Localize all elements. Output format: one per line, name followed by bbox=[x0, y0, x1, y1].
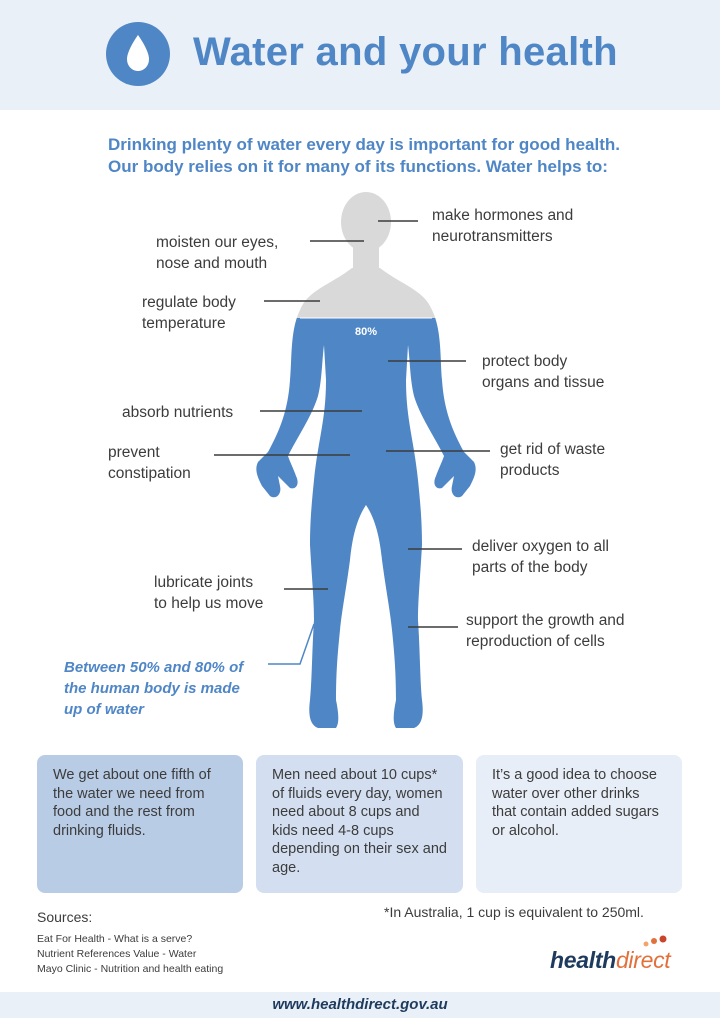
label-organs bbox=[482, 351, 604, 393]
intro-line-1: Drinking plenty of water every day is important for good health. bbox=[108, 135, 620, 154]
callout-line1: Between 50% and 80% of bbox=[64, 659, 244, 676]
healthdirect-logo[interactable] bbox=[550, 947, 670, 974]
label-joints-line2: to help us move bbox=[154, 595, 264, 612]
header-band bbox=[0, 0, 720, 110]
water-drop-badge bbox=[106, 22, 170, 86]
label-oxygen-line2: parts of the body bbox=[472, 559, 588, 576]
website-link[interactable]: www.healthdirect.gov.au bbox=[272, 996, 448, 1013]
label-hormones-line1: make hormones and bbox=[432, 207, 574, 224]
label-waste-line2: products bbox=[500, 462, 560, 479]
label-hormones bbox=[432, 205, 573, 247]
logo-direct: direct bbox=[615, 947, 671, 973]
label-constipation-line2: constipation bbox=[108, 465, 191, 482]
label-organs-line2: organs and tissue bbox=[482, 374, 605, 391]
label-eyes bbox=[156, 232, 278, 274]
footer-band bbox=[0, 992, 720, 1018]
label-eyes-line1: moisten our eyes, bbox=[156, 234, 279, 251]
label-temperature bbox=[142, 292, 236, 334]
page-title: Water and your health bbox=[193, 30, 618, 74]
label-waste-line1: get rid of waste bbox=[500, 441, 606, 458]
callout-line3: up of water bbox=[64, 701, 145, 718]
water-percentage-callout bbox=[64, 657, 274, 720]
label-temperature-line1: regulate body bbox=[142, 294, 236, 311]
intro-text bbox=[108, 134, 688, 178]
label-cells-line1: support the growth and bbox=[466, 612, 625, 629]
label-organs-line1: protect body bbox=[482, 353, 568, 370]
label-oxygen bbox=[472, 536, 609, 578]
sources-title: Sources: bbox=[37, 909, 93, 925]
intro-line-2: Our body relies on it for many of its functions. Water helps to: bbox=[108, 157, 608, 176]
label-eyes-line2: nose and mouth bbox=[156, 255, 268, 272]
label-joints-line1: lubricate joints bbox=[154, 574, 254, 591]
label-constipation bbox=[108, 442, 191, 484]
source-item: Nutrient References Value - Water bbox=[37, 948, 197, 960]
label-cells bbox=[466, 610, 625, 652]
label-hormones-line2: neurotransmitters bbox=[432, 228, 553, 245]
sources-list bbox=[37, 932, 223, 977]
info-box-cups: Men need about 10 cups* of fluids every day, women need about 8 cups and kids need 4-8 cups depending on their sex and age. bbox=[256, 755, 463, 893]
info-box-food: We get about one fifth of the water we need from food and the rest from drinking fluids. bbox=[37, 755, 243, 893]
label-joints bbox=[154, 572, 263, 614]
water-percent-label: 80% bbox=[354, 326, 378, 338]
label-waste bbox=[500, 439, 605, 481]
leader-callout bbox=[268, 624, 314, 664]
info-box-water-choice: It’s a good idea to choose water over other drinks that contain added sugars or alcohol. bbox=[476, 755, 682, 893]
source-item: Eat For Health - What is a serve? bbox=[37, 933, 193, 945]
cup-footnote: *In Australia, 1 cup is equivalent to 250ml. bbox=[384, 904, 644, 920]
source-item: Mayo Clinic - Nutrition and health eating bbox=[37, 963, 224, 975]
label-cells-line2: reproduction of cells bbox=[466, 633, 605, 650]
water-drop-icon bbox=[106, 22, 170, 86]
logo-health: health bbox=[550, 947, 616, 973]
callout-line2: the human body is made bbox=[64, 680, 240, 697]
label-oxygen-line1: deliver oxygen to all bbox=[472, 538, 609, 555]
label-nutrients: absorb nutrients bbox=[122, 404, 234, 421]
label-constipation-line1: prevent bbox=[108, 444, 160, 461]
label-temperature-line2: temperature bbox=[142, 315, 226, 332]
